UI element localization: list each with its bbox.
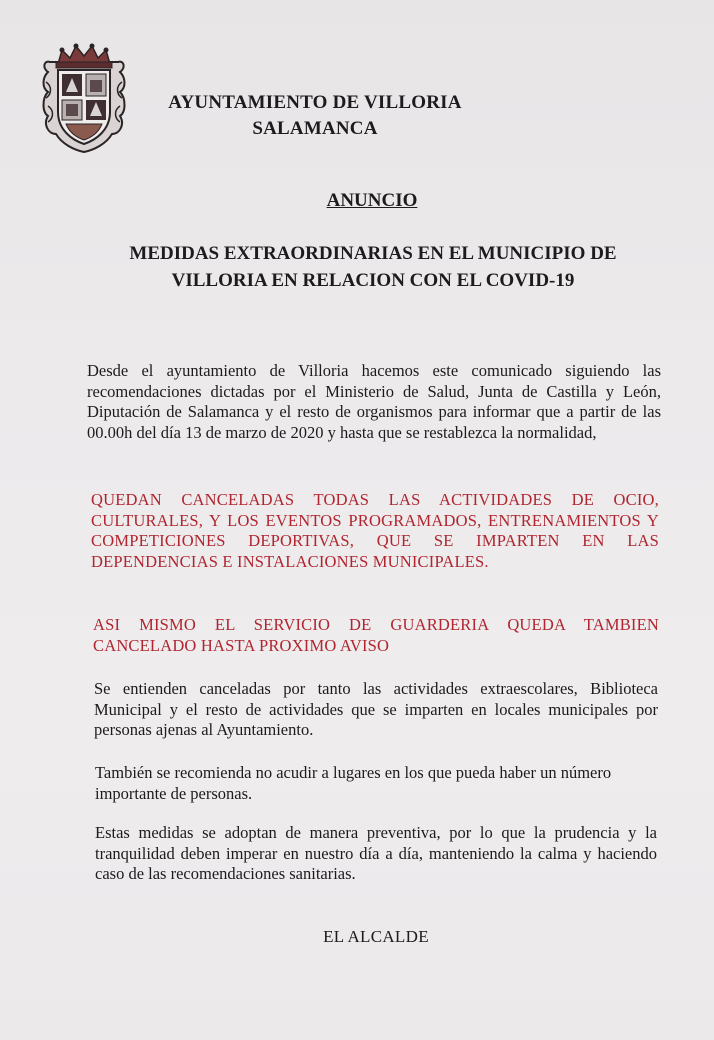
cancellation-paragraph: QUEDAN CANCELADAS TODAS LAS ACTIVIDADES DE OCIO, CULTURALES, Y LOS EVENTOS PROGRAMADOS, ENTRENAMIENTOS Y COMPETICIONES DEPORTIVAS, QUE SE IMPARTEN EN LAS DEPENDENCIAS E INSTALACIONES MUNICIPALES. bbox=[91, 490, 659, 571]
crowds-paragraph: También se recomienda no acudir a lugares en los que pueda haber un número importante de personas. bbox=[95, 763, 612, 803]
municipality-header bbox=[100, 90, 530, 142]
title-line-1: MEDIDAS EXTRAORDINARIAS EN EL MUNICIPIO DE bbox=[129, 243, 617, 264]
title-line-2: VILLORIA EN RELACION CON EL COVID-19 bbox=[171, 270, 575, 291]
intro-paragraph: Desde el ayuntamiento de Villoria hacemos este comunicado siguiendo las recomendaciones dictadas por el Ministerio de Salud, Junta de Castilla y León, Diputación de Salamanca y el resto de organismos para informar que a partir de las 00.00h del día 13 de marzo de 2020 y hasta que se restablezca la normalidad, bbox=[87, 361, 661, 442]
notice-heading: ANUNCIO bbox=[326, 190, 418, 211]
header-line-2: SALAMANCA bbox=[252, 118, 378, 139]
extracurricular-paragraph: Se entienden canceladas por tanto las actividades extraescolares, Biblioteca Municipal y el resto de actividades que se imparten en locales municipales por personas ajenas al Ayuntamiento. bbox=[94, 679, 658, 739]
notice-title bbox=[90, 240, 656, 294]
daycare-paragraph: ASI MISMO EL SERVICIO DE GUARDERIA QUEDA TAMBIEN CANCELADO HASTA PROXIMO AVISO bbox=[93, 615, 659, 655]
mayor-signature: EL ALCALDE bbox=[323, 927, 429, 946]
prevention-paragraph: Estas medidas se adoptan de manera preventiva, por lo que la prudencia y la tranquilidad deben imperar en nuestro día a día, manteniendo la calma y haciendo caso de las recomendaciones sanitarias. bbox=[95, 823, 657, 883]
header-line-1: AYUNTAMIENTO DE VILLORIA bbox=[168, 92, 462, 113]
